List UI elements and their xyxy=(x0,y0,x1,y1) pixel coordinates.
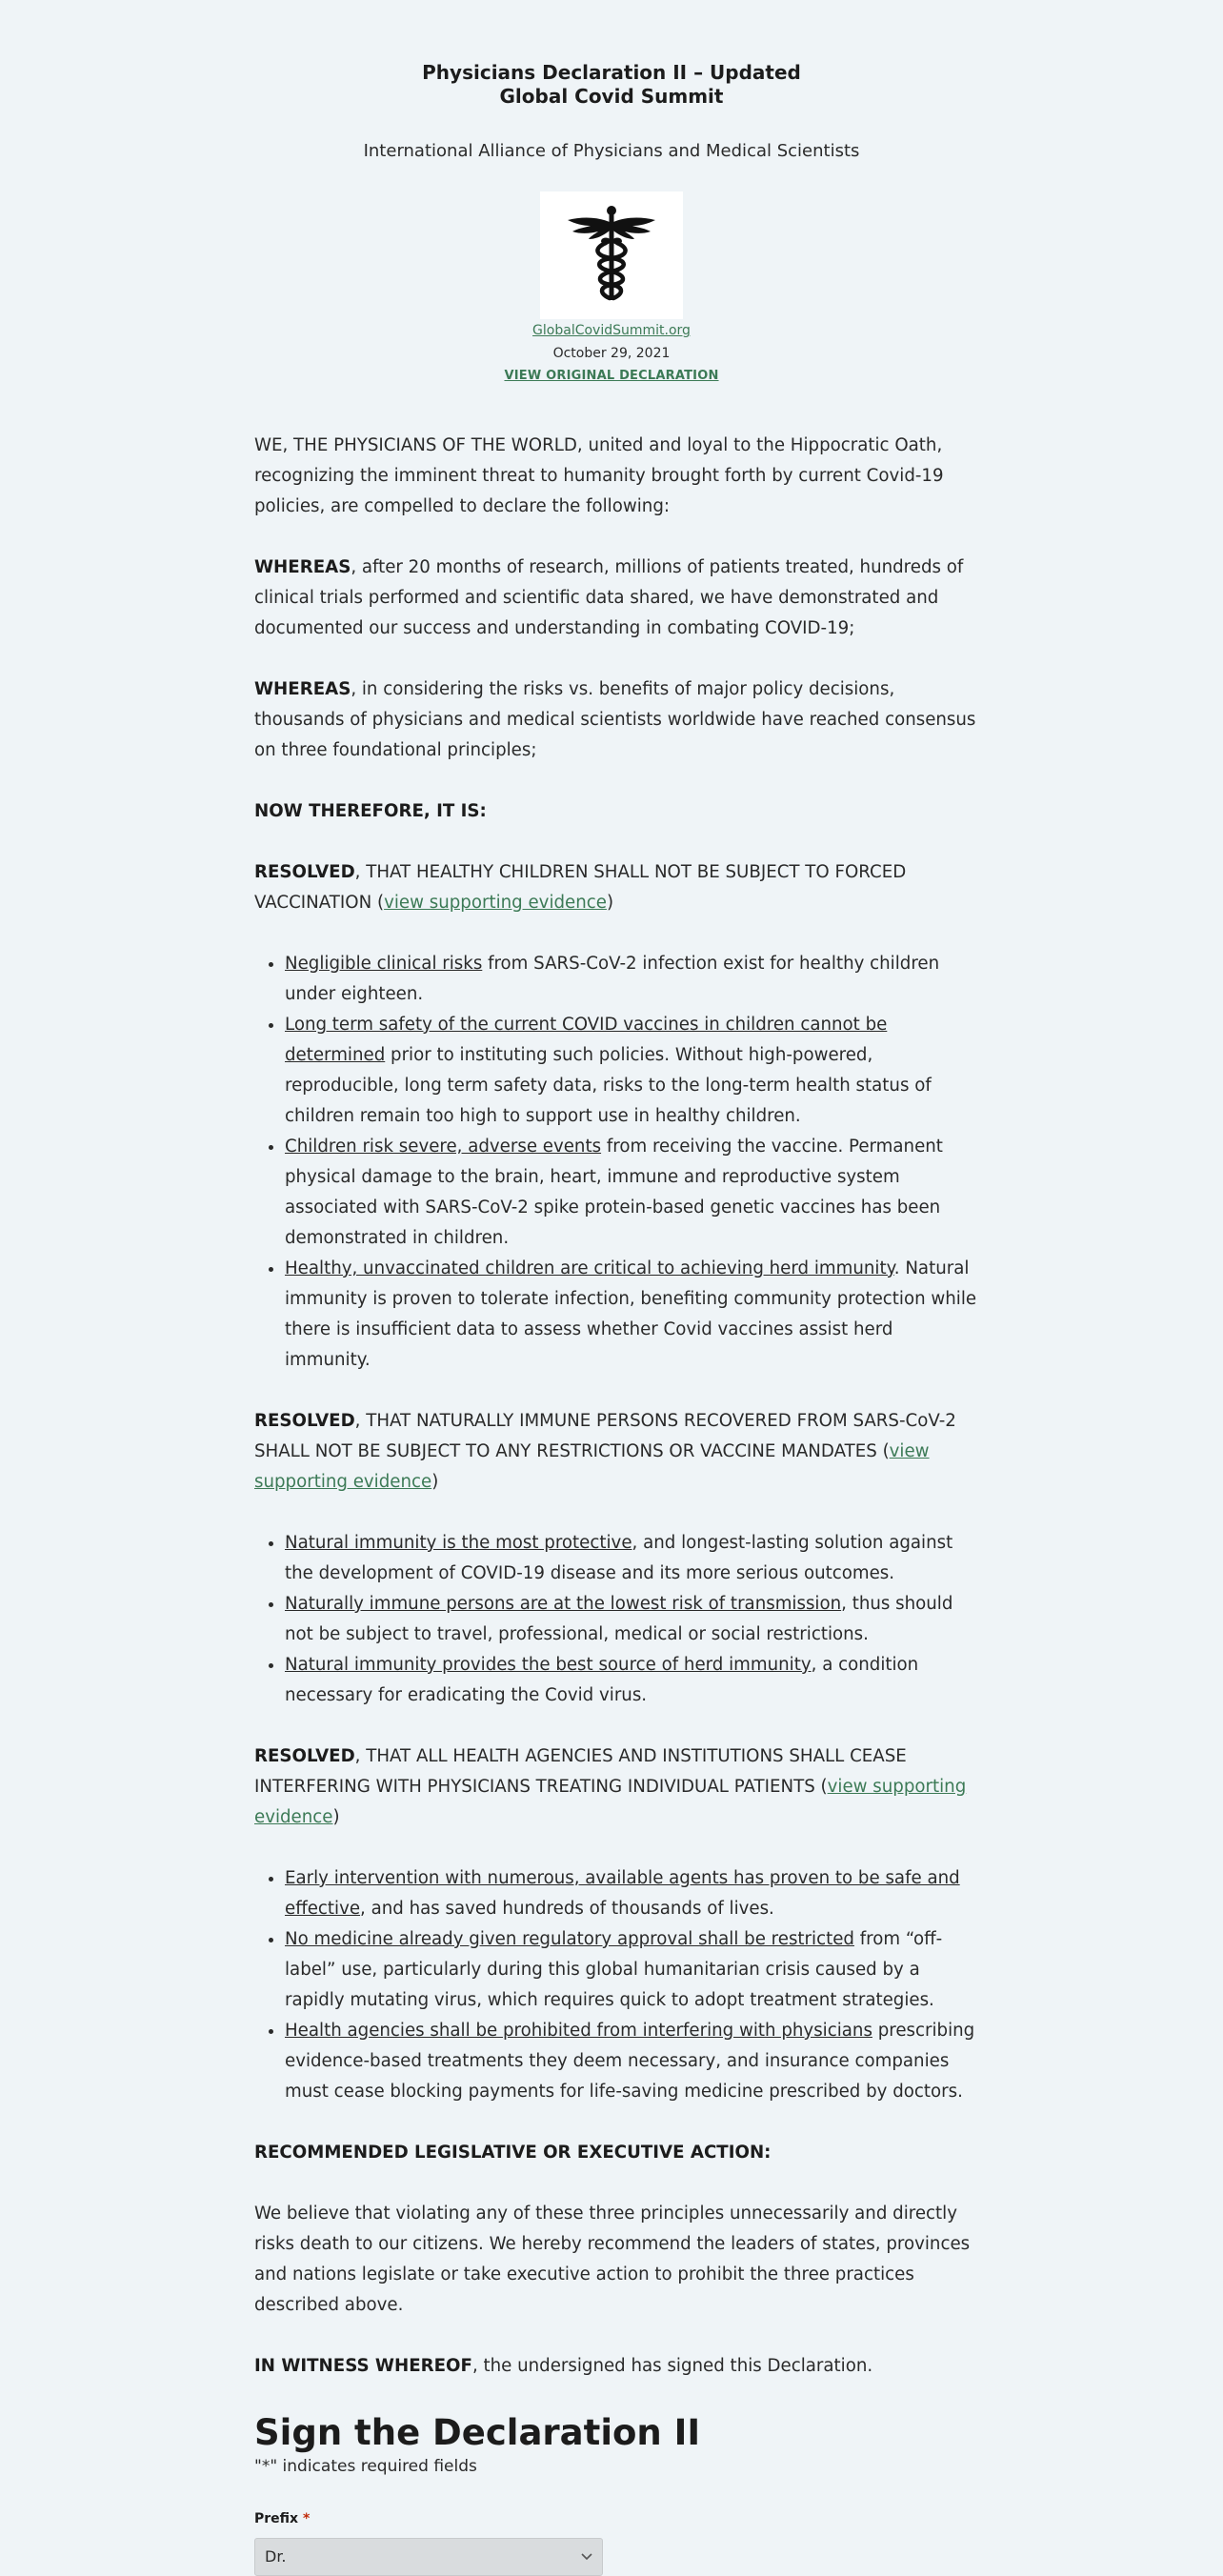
declaration-date: October 29, 2021 xyxy=(552,346,671,361)
list-item: • Early intervention with numerous, available agents has proven to be safe and effective, and has saved hundreds of thousands of lives. xyxy=(285,1863,978,1924)
resolved-2-list xyxy=(254,1528,978,1711)
resolved-lead: RESOLVED xyxy=(254,1746,355,1766)
prefix-select[interactable] xyxy=(254,2538,603,2576)
whereas-lead: WHEREAS xyxy=(254,679,351,699)
required-star: * xyxy=(302,2511,311,2526)
list-item: • Natural immunity is the most protective, and longest-lasting solution against the development of COVID-19 disease and its more serious outcomes. xyxy=(285,1528,978,1589)
declaration-body xyxy=(254,431,978,2576)
supporting-evidence-link-3[interactable]: view supporting evidence xyxy=(254,1777,967,1827)
whereas-lead: WHEREAS xyxy=(254,557,351,577)
whereas-text: , in considering the risks vs. benefits of major policy decisions, thousands of physicians and medical scientists worldwide have reached consensus on three foundational principles; xyxy=(254,679,976,760)
list-item: • Natural immunity provides the best source of herd immunity, a condition necessary for eradicating the Covid virus. xyxy=(285,1650,978,1711)
list-item: • Naturally immune persons are at the lowest risk of transmission, thus should not be subject to travel, professional, medical or social restrictions. xyxy=(285,1589,978,1650)
list-item: • Healthy, unvaccinated children are critical to achieving herd immunity. Natural immunity is proven to tolerate infection, benefiting community protection while there is insufficient data to assess whether Covid vaccines assist herd immunity. xyxy=(285,1254,978,1376)
recommended-paragraph: We believe that violating any of these three principles unnecessarily and directly risks death to our citizens. We hereby recommend the leaders of states, provinces and nations legislate or take executive action to prohibit the three practices described above. xyxy=(254,2204,971,2315)
resolved-lead: RESOLVED xyxy=(254,1411,355,1431)
caduceus-icon xyxy=(566,203,657,308)
page-title xyxy=(0,61,1223,109)
whereas-text: , after 20 months of research, millions of patients treated, hundreds of clinical trials performed and scientific data shared, we have demonstrated and documented our success and understanding in combating COVID-19; xyxy=(254,557,964,638)
recommended-heading: RECOMMENDED LEGISLATIVE OR EXECUTIVE ACTION: xyxy=(254,2143,772,2163)
prefix-label: Prefix * xyxy=(254,2511,311,2526)
site-link[interactable]: GlobalCovidSummit.org xyxy=(532,323,691,338)
witness-lead: IN WITNESS WHEREOF xyxy=(254,2356,472,2376)
resolved-1-list xyxy=(254,949,978,1376)
intro-paragraph: WE, THE PHYSICIANS OF THE WORLD, united and loyal to the Hippocratic Oath, recognizing the imminent threat to humanity brought forth by current Covid-19 policies, are compelled to declare the following: xyxy=(254,435,944,516)
list-item: • No medicine already given regulatory approval shall be restricted from “off-label” use, particularly during this global humanitarian crisis caused by a rapidly mutating virus, which requires quick to adopt treatment strategies. xyxy=(285,1924,978,2016)
logo xyxy=(540,191,683,319)
whereas-paragraph-1 xyxy=(254,553,978,644)
supporting-evidence-link-1[interactable]: view supporting evidence xyxy=(384,893,607,913)
resolved-paragraph-1: RESOLVED, THAT HEALTHY CHILDREN SHALL NOT BE SUBJECT TO FORCED VACCINATION (view supporting evidence) xyxy=(254,862,907,913)
list-item: • Long term safety of the current COVID vaccines in children cannot be determined prior to instituting such policies. Without high-powered, reproducible, long term safety data, risks to the long-term health status of children remain too high to support use in healthy children. xyxy=(285,1010,978,1132)
required-fields-note: "*" indicates required fields xyxy=(254,2457,477,2476)
chevron-down-icon xyxy=(581,2553,592,2561)
supporting-evidence-link-2[interactable]: view supporting evidence xyxy=(254,1441,930,1492)
list-item: • Negligible clinical risks from SARS-CoV-2 infection exist for healthy children under eighteen. xyxy=(285,949,978,1010)
form-title: Sign the Declaration II xyxy=(254,2412,701,2453)
witness-text: , the undersigned has signed this Declaration. xyxy=(471,2356,873,2376)
resolved-text: , THAT NATURALLY IMMUNE PERSONS RECOVERED FROM SARS-CoV-2 SHALL NOT BE SUBJECT TO ANY RESTRICTIONS OR VACCINE MANDATES xyxy=(254,1411,956,1461)
organization-name: International Alliance of Physicians and Medical Scientists xyxy=(363,141,860,161)
list-item: • Health agencies shall be prohibited from interfering with physicians prescribing evidence-based treatments they deem necessary, and insurance companies must cease blocking payments for life-saving medicine prescribed by doctors. xyxy=(285,2016,978,2107)
resolved-paragraph-2: RESOLVED, THAT NATURALLY IMMUNE PERSONS RECOVERED FROM SARS-CoV-2 SHALL NOT BE SUBJECT TO ANY RESTRICTIONS OR VACCINE MANDATES (view supporting evidence) xyxy=(254,1411,956,1492)
declaration-header xyxy=(0,0,1223,383)
now-therefore-heading: NOW THEREFORE, IT IS: xyxy=(254,801,487,821)
resolved-text: , THAT ALL HEALTH AGENCIES AND INSTITUTIONS SHALL CEASE INTERFERING WITH PHYSICIANS TREATING INDIVIDUAL PATIENTS xyxy=(254,1746,907,1797)
prefix-selected-value: Dr. xyxy=(265,2547,287,2566)
view-original-declaration-link[interactable]: VIEW ORIGINAL DECLARATION xyxy=(504,369,719,383)
witness-paragraph xyxy=(254,2351,978,2382)
resolved-paragraph-3: RESOLVED, THAT ALL HEALTH AGENCIES AND INSTITUTIONS SHALL CEASE INTERFERING WITH PHYSICIANS TREATING INDIVIDUAL PATIENTS (view supporting evidence) xyxy=(254,1746,967,1827)
resolved-text: , THAT HEALTHY CHILDREN SHALL NOT BE SUBJECT TO FORCED VACCINATION xyxy=(254,862,907,913)
list-item: • Children risk severe, adverse events from receiving the vaccine. Permanent physical damage to the brain, heart, immune and reproductive system associated with SARS-CoV-2 spike protein-based genetic vaccines has been demonstrated in children. xyxy=(285,1132,978,1254)
title-line-2: Global Covid Summit xyxy=(499,85,724,108)
signature-form xyxy=(254,2412,978,2576)
resolved-3-list xyxy=(254,1863,978,2107)
resolved-lead: RESOLVED xyxy=(254,862,355,882)
title-line-1: Physicians Declaration II – Updated xyxy=(422,61,801,84)
whereas-paragraph-2 xyxy=(254,674,978,766)
